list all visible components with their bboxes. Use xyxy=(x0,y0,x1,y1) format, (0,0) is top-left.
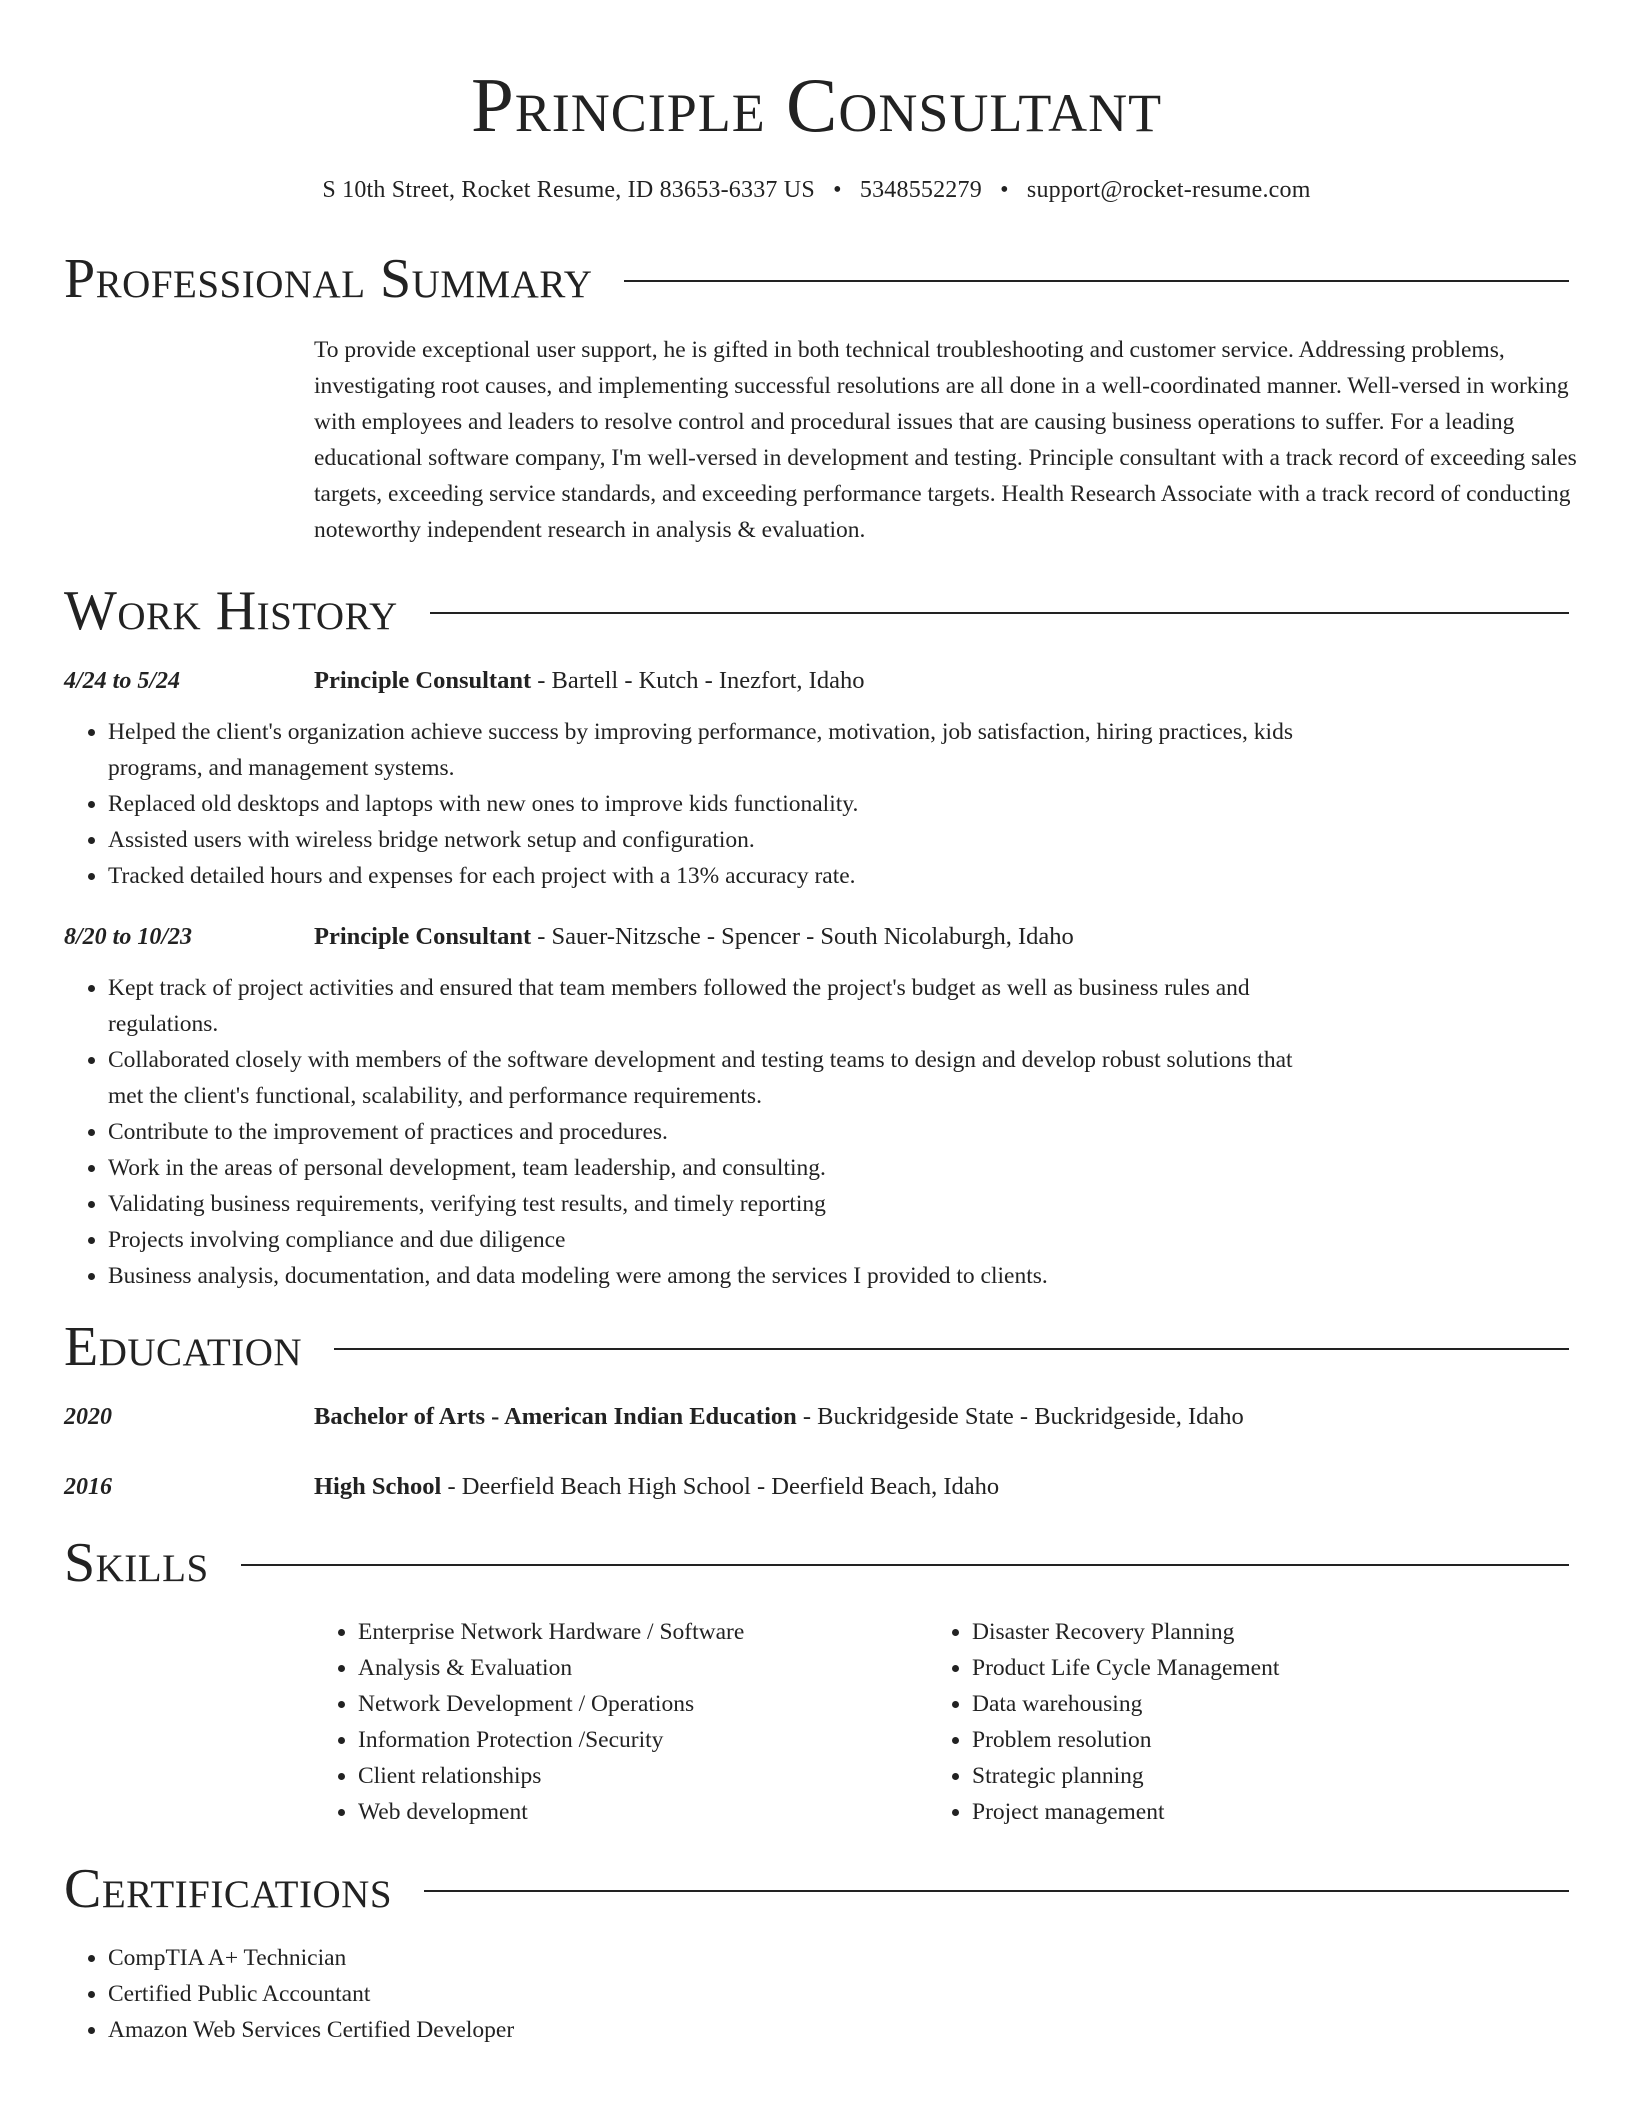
section-divider xyxy=(430,612,1569,614)
certifications-list xyxy=(64,1940,1333,2048)
job-header xyxy=(64,920,1569,954)
skill-item: • Product Life Cycle Management xyxy=(972,1650,1542,1686)
list-item: • Helped the client's organization achieve success by improving performance, motivation, job satisfaction, hiring practices, kids programs, and management systems. xyxy=(108,714,1333,786)
job-header xyxy=(64,664,1569,698)
job-details: - Bartell - Kutch - Inezfort, Idaho xyxy=(531,667,865,694)
list-item: • Assisted users with wireless bridge network setup and configuration. xyxy=(108,822,1333,858)
contact-line xyxy=(64,174,1569,206)
section-header-skills xyxy=(64,1528,1569,1598)
skill-item: • Network Development / Operations xyxy=(358,1686,928,1722)
skill-item: • Client relationships xyxy=(358,1758,928,1794)
job-bullets xyxy=(64,970,1333,1294)
contact-phone: 5348552279 xyxy=(859,177,982,203)
resume-name: Principle Consultant xyxy=(470,62,1163,148)
section-header-work xyxy=(64,576,1569,646)
resume-page xyxy=(64,0,1577,2048)
job-bullets xyxy=(64,714,1333,894)
section-title-certifications: Certifications xyxy=(64,1858,393,1920)
section-header-certifications xyxy=(64,1854,1569,1924)
section-divider xyxy=(624,280,1569,282)
education-details: - Deerfield Beach High School - Deerfield Beach, Idaho xyxy=(441,1473,1000,1500)
skill-item: • Disaster Recovery Planning xyxy=(972,1614,1542,1650)
list-item: • Tracked detailed hours and expenses for each project with a 13% accuracy rate. xyxy=(108,858,1333,894)
job-role: Principle Consultant xyxy=(314,923,532,950)
skill-item: • Strategic planning xyxy=(972,1758,1542,1794)
section-title-education: Education xyxy=(64,1316,303,1378)
section-divider xyxy=(241,1564,1569,1566)
job-title-line xyxy=(314,920,1074,954)
skills-list-right xyxy=(928,1614,1542,1830)
section-header-summary xyxy=(64,244,1569,314)
education-entry xyxy=(64,1470,1569,1504)
contact-address: S 10th Street, Rocket Resume, ID 83653-6337 US xyxy=(322,177,815,203)
section-title-summary: Professional Summary xyxy=(64,248,593,310)
skill-item: • Project management xyxy=(972,1794,1542,1830)
education-details: - Buckridgeside State - Buckridgeside, Idaho xyxy=(796,1403,1244,1430)
contact-separator: • xyxy=(1000,177,1009,203)
skill-item: • Problem resolution xyxy=(972,1722,1542,1758)
list-item: • Contribute to the improvement of practices and procedures. xyxy=(108,1114,1333,1150)
education-line xyxy=(314,1470,999,1504)
education-year: 2020 xyxy=(64,1404,112,1430)
section-divider xyxy=(334,1348,1569,1350)
section-header-education xyxy=(64,1312,1569,1382)
skills-list-left xyxy=(314,1614,928,1830)
education-year: 2016 xyxy=(64,1474,112,1500)
job-dates: 4/24 to 5/24 xyxy=(64,668,181,694)
section-title-work: Work History xyxy=(64,580,398,642)
job-title-line xyxy=(314,664,864,698)
contact-separator: • xyxy=(833,177,842,203)
certification-item: • CompTIA A+ Technician xyxy=(108,1940,1333,1976)
list-item: • Collaborated closely with members of the software development and testing teams to design and develop robust solutions that met the client's functional, scalability, and performance requirements. xyxy=(108,1042,1333,1114)
education-degree: High School xyxy=(314,1473,442,1500)
summary-text: To provide exceptional user support, he is gifted in both technical troubleshooting and customer service. Addressing problems, investigating root causes, and implementing successful resolutions are all done in a well-coordinated manner. Well-versed in working with employees and leaders to resolve control and procedural issues that are causing business operations to suffer. For a leading educational software company, I'm well-versed in development and testing. Principle consultant with a track record of exceeding sales targets, exceeding service standards, and exceeding performance targets. Health Research Associate with a track record of conducting noteworthy independent research in analysis & evaluation. xyxy=(314,337,1577,543)
list-item: • Validating business requirements, verifying test results, and timely reporting xyxy=(108,1186,1333,1222)
job-dates: 8/20 to 10/23 xyxy=(64,924,193,950)
list-item: • Kept track of project activities and ensured that team members followed the project's budget as well as business rules and regulations. xyxy=(108,970,1333,1042)
job-details: - Sauer-Nitzsche - Spencer - South Nicolaburgh, Idaho xyxy=(531,923,1074,950)
list-item: • Business analysis, documentation, and data modeling were among the services I provided to clients. xyxy=(108,1258,1333,1294)
skills-columns xyxy=(314,1614,1569,1830)
list-item: • Work in the areas of personal development, team leadership, and consulting. xyxy=(108,1150,1333,1186)
list-item: • Projects involving compliance and due diligence xyxy=(108,1222,1333,1258)
skill-item: • Information Protection /Security xyxy=(358,1722,928,1758)
job-entry xyxy=(64,664,1569,894)
contact-email: support@rocket-resume.com xyxy=(1026,177,1311,203)
certification-item: • Amazon Web Services Certified Developer xyxy=(108,2012,1333,2048)
skill-item: • Enterprise Network Hardware / Software xyxy=(358,1614,928,1650)
job-role: Principle Consultant xyxy=(314,667,532,694)
education-degree: Bachelor of Arts - American Indian Education xyxy=(314,1403,797,1430)
skill-item: • Data warehousing xyxy=(972,1686,1542,1722)
list-item: • Replaced old desktops and laptops with new ones to improve kids functionality. xyxy=(108,786,1333,822)
section-title-skills: Skills xyxy=(64,1532,209,1594)
certification-item: • Certified Public Accountant xyxy=(108,1976,1333,2012)
education-entry xyxy=(64,1400,1569,1434)
skill-item: • Analysis & Evaluation xyxy=(358,1650,928,1686)
job-entry xyxy=(64,920,1569,1294)
education-line xyxy=(314,1400,1244,1434)
skill-item: • Web development xyxy=(358,1794,928,1830)
section-divider xyxy=(424,1890,1569,1892)
